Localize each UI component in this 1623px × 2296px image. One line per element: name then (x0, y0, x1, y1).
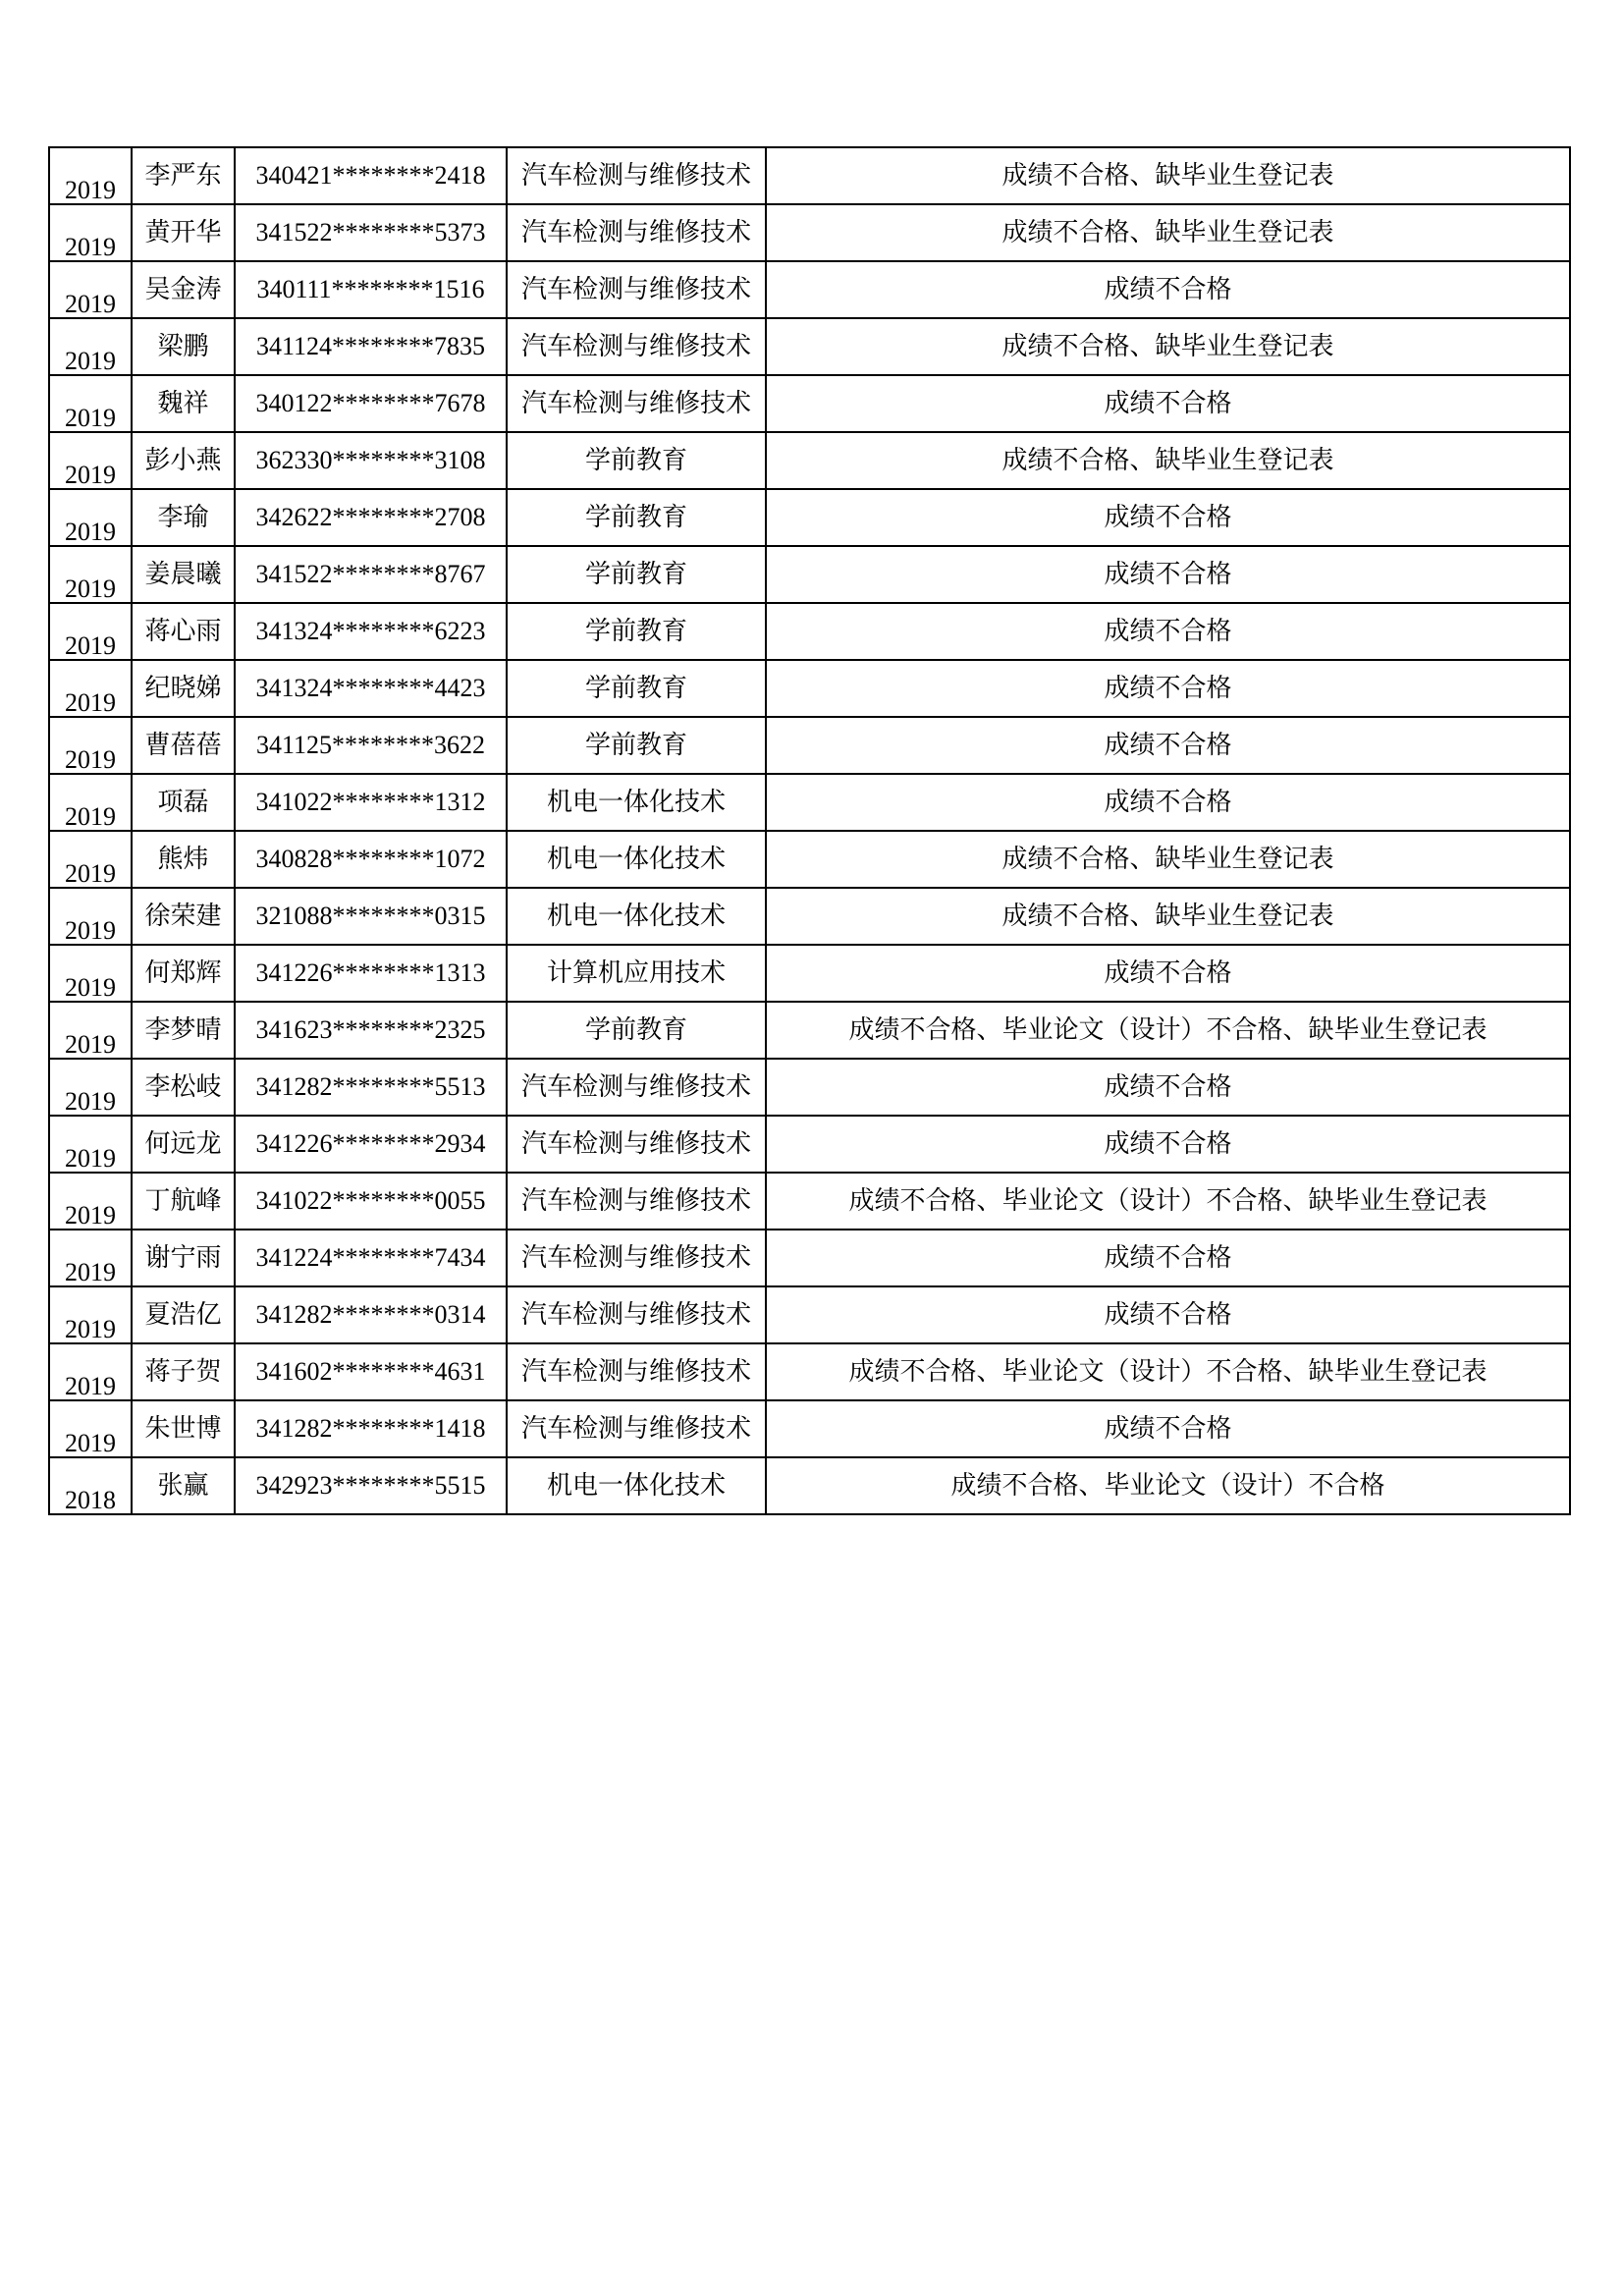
major-cell: 汽车检测与维修技术 (507, 375, 766, 432)
name-cell: 何远龙 (132, 1116, 235, 1173)
id-number-cell: 342622********2708 (235, 489, 507, 546)
reason-cell: 成绩不合格 (766, 717, 1570, 774)
id-number-cell: 341022********0055 (235, 1173, 507, 1230)
year-cell: 2019 (49, 375, 132, 432)
reason-cell: 成绩不合格、毕业论文（设计）不合格、缺毕业生登记表 (766, 1173, 1570, 1230)
records-table (48, 146, 1571, 1515)
table-row (49, 774, 1570, 831)
name-cell: 姜晨曦 (132, 546, 235, 603)
name-cell: 项磊 (132, 774, 235, 831)
id-number-cell: 341224********7434 (235, 1230, 507, 1286)
table-row (49, 1230, 1570, 1286)
year-cell: 2019 (49, 432, 132, 489)
id-number-cell: 341125********3622 (235, 717, 507, 774)
name-cell: 魏祥 (132, 375, 235, 432)
year-cell: 2019 (49, 1002, 132, 1059)
year-cell: 2019 (49, 603, 132, 660)
year-cell: 2019 (49, 204, 132, 261)
name-cell: 蒋心雨 (132, 603, 235, 660)
id-number-cell: 321088********0315 (235, 888, 507, 945)
table-row (49, 1059, 1570, 1116)
table-row (49, 318, 1570, 375)
table-row (49, 489, 1570, 546)
name-cell: 张赢 (132, 1457, 235, 1514)
table-row (49, 717, 1570, 774)
id-number-cell: 342923********5515 (235, 1457, 507, 1514)
year-cell: 2019 (49, 1400, 132, 1457)
id-number-cell: 341282********1418 (235, 1400, 507, 1457)
major-cell: 汽车检测与维修技术 (507, 318, 766, 375)
reason-cell: 成绩不合格 (766, 1059, 1570, 1116)
name-cell: 吴金涛 (132, 261, 235, 318)
name-cell: 黄开华 (132, 204, 235, 261)
table-row (49, 546, 1570, 603)
year-cell: 2019 (49, 546, 132, 603)
major-cell: 汽车检测与维修技术 (507, 1116, 766, 1173)
table-row (49, 1116, 1570, 1173)
reason-cell: 成绩不合格 (766, 1116, 1570, 1173)
year-cell: 2019 (49, 489, 132, 546)
id-number-cell: 341522********8767 (235, 546, 507, 603)
id-number-cell: 341282********0314 (235, 1286, 507, 1343)
table-row (49, 888, 1570, 945)
id-number-cell: 341324********6223 (235, 603, 507, 660)
table-row (49, 1457, 1570, 1514)
major-cell: 计算机应用技术 (507, 945, 766, 1002)
name-cell: 蒋子贺 (132, 1343, 235, 1400)
id-number-cell: 340828********1072 (235, 831, 507, 888)
id-number-cell: 341522********5373 (235, 204, 507, 261)
year-cell: 2019 (49, 1286, 132, 1343)
table-row (49, 1002, 1570, 1059)
reason-cell: 成绩不合格 (766, 603, 1570, 660)
table-row (49, 261, 1570, 318)
major-cell: 机电一体化技术 (507, 888, 766, 945)
records-table-body (49, 147, 1570, 1514)
name-cell: 李梦晴 (132, 1002, 235, 1059)
reason-cell: 成绩不合格、缺毕业生登记表 (766, 888, 1570, 945)
major-cell: 学前教育 (507, 660, 766, 717)
table-row (49, 1286, 1570, 1343)
name-cell: 丁航峰 (132, 1173, 235, 1230)
id-number-cell: 341623********2325 (235, 1002, 507, 1059)
name-cell: 李瑜 (132, 489, 235, 546)
reason-cell: 成绩不合格、毕业论文（设计）不合格、缺毕业生登记表 (766, 1343, 1570, 1400)
reason-cell: 成绩不合格、缺毕业生登记表 (766, 318, 1570, 375)
id-number-cell: 362330********3108 (235, 432, 507, 489)
table-row (49, 945, 1570, 1002)
major-cell: 汽车检测与维修技术 (507, 1173, 766, 1230)
major-cell: 汽车检测与维修技术 (507, 1286, 766, 1343)
reason-cell: 成绩不合格、缺毕业生登记表 (766, 831, 1570, 888)
year-cell: 2019 (49, 1343, 132, 1400)
reason-cell: 成绩不合格 (766, 546, 1570, 603)
table-row (49, 660, 1570, 717)
name-cell: 李严东 (132, 147, 235, 204)
reason-cell: 成绩不合格、缺毕业生登记表 (766, 147, 1570, 204)
year-cell: 2019 (49, 831, 132, 888)
major-cell: 学前教育 (507, 717, 766, 774)
major-cell: 学前教育 (507, 546, 766, 603)
major-cell: 汽车检测与维修技术 (507, 1400, 766, 1457)
reason-cell: 成绩不合格 (766, 1286, 1570, 1343)
major-cell: 汽车检测与维修技术 (507, 204, 766, 261)
table-row (49, 1173, 1570, 1230)
year-cell: 2019 (49, 1173, 132, 1230)
id-number-cell: 341226********2934 (235, 1116, 507, 1173)
table-row (49, 432, 1570, 489)
year-cell: 2019 (49, 1116, 132, 1173)
reason-cell: 成绩不合格 (766, 1400, 1570, 1457)
name-cell: 夏浩亿 (132, 1286, 235, 1343)
major-cell: 学前教育 (507, 1002, 766, 1059)
major-cell: 机电一体化技术 (507, 1457, 766, 1514)
year-cell: 2019 (49, 945, 132, 1002)
major-cell: 学前教育 (507, 603, 766, 660)
name-cell: 熊炜 (132, 831, 235, 888)
reason-cell: 成绩不合格、缺毕业生登记表 (766, 432, 1570, 489)
reason-cell: 成绩不合格、毕业论文（设计）不合格 (766, 1457, 1570, 1514)
table-row (49, 603, 1570, 660)
year-cell: 2019 (49, 888, 132, 945)
major-cell: 汽车检测与维修技术 (507, 1230, 766, 1286)
reason-cell: 成绩不合格、毕业论文（设计）不合格、缺毕业生登记表 (766, 1002, 1570, 1059)
table-row (49, 147, 1570, 204)
name-cell: 朱世博 (132, 1400, 235, 1457)
major-cell: 学前教育 (507, 432, 766, 489)
reason-cell: 成绩不合格 (766, 375, 1570, 432)
name-cell: 梁鹏 (132, 318, 235, 375)
id-number-cell: 341022********1312 (235, 774, 507, 831)
table-row (49, 1343, 1570, 1400)
year-cell: 2018 (49, 1457, 132, 1514)
major-cell: 学前教育 (507, 489, 766, 546)
reason-cell: 成绩不合格 (766, 1230, 1570, 1286)
year-cell: 2019 (49, 1230, 132, 1286)
major-cell: 汽车检测与维修技术 (507, 261, 766, 318)
year-cell: 2019 (49, 1059, 132, 1116)
year-cell: 2019 (49, 261, 132, 318)
name-cell: 彭小燕 (132, 432, 235, 489)
year-cell: 2019 (49, 717, 132, 774)
id-number-cell: 341282********5513 (235, 1059, 507, 1116)
table-row (49, 831, 1570, 888)
id-number-cell: 341324********4423 (235, 660, 507, 717)
reason-cell: 成绩不合格、缺毕业生登记表 (766, 204, 1570, 261)
reason-cell: 成绩不合格 (766, 489, 1570, 546)
id-number-cell: 340111********1516 (235, 261, 507, 318)
id-number-cell: 340122********7678 (235, 375, 507, 432)
table-row (49, 375, 1570, 432)
major-cell: 机电一体化技术 (507, 831, 766, 888)
year-cell: 2019 (49, 660, 132, 717)
name-cell: 李松岐 (132, 1059, 235, 1116)
id-number-cell: 341602********4631 (235, 1343, 507, 1400)
reason-cell: 成绩不合格 (766, 261, 1570, 318)
major-cell: 汽车检测与维修技术 (507, 1059, 766, 1116)
name-cell: 曹蓓蓓 (132, 717, 235, 774)
id-number-cell: 341226********1313 (235, 945, 507, 1002)
major-cell: 汽车检测与维修技术 (507, 1343, 766, 1400)
id-number-cell: 340421********2418 (235, 147, 507, 204)
name-cell: 纪晓娣 (132, 660, 235, 717)
year-cell: 2019 (49, 147, 132, 204)
reason-cell: 成绩不合格 (766, 660, 1570, 717)
reason-cell: 成绩不合格 (766, 945, 1570, 1002)
year-cell: 2019 (49, 318, 132, 375)
id-number-cell: 341124********7835 (235, 318, 507, 375)
reason-cell: 成绩不合格 (766, 774, 1570, 831)
major-cell: 汽车检测与维修技术 (507, 147, 766, 204)
name-cell: 谢宁雨 (132, 1230, 235, 1286)
table-row (49, 204, 1570, 261)
major-cell: 机电一体化技术 (507, 774, 766, 831)
name-cell: 徐荣建 (132, 888, 235, 945)
table-row (49, 1400, 1570, 1457)
year-cell: 2019 (49, 774, 132, 831)
name-cell: 何郑辉 (132, 945, 235, 1002)
